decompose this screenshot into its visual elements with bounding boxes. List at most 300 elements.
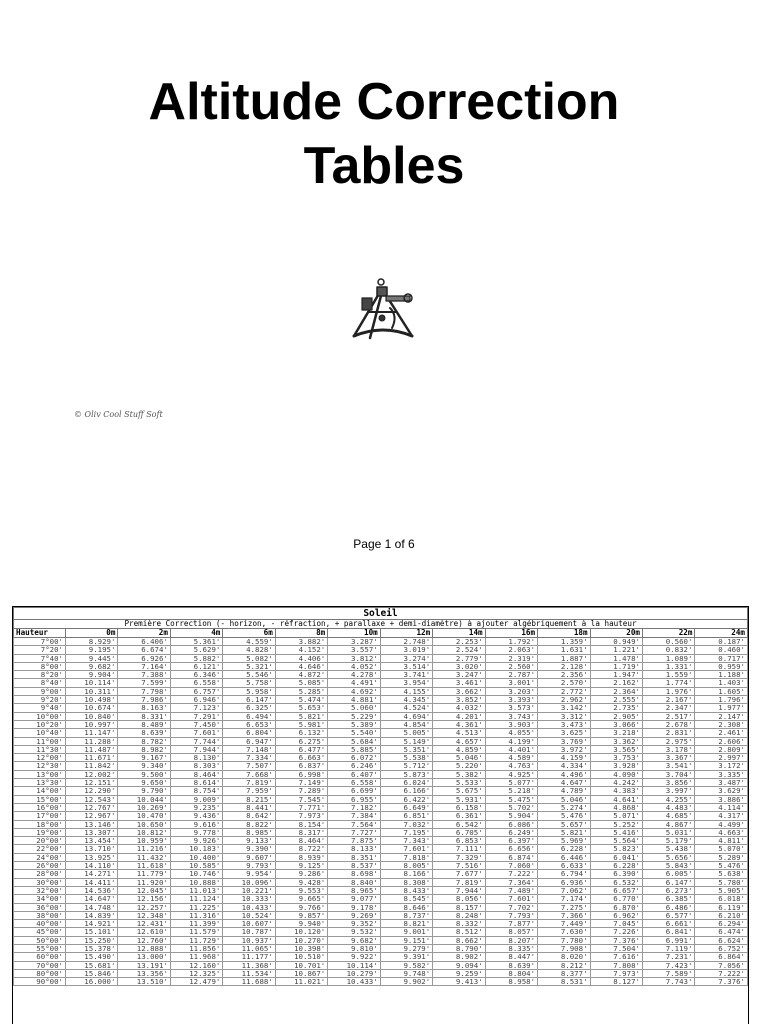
correction-cell: 7.875' bbox=[328, 837, 380, 845]
correction-cell: 10.937' bbox=[223, 936, 275, 944]
correction-cell: 10.044' bbox=[118, 795, 170, 803]
correction-cell: 9.391' bbox=[380, 953, 432, 961]
table-row bbox=[14, 687, 748, 695]
correction-cell: 11.316' bbox=[170, 911, 222, 919]
correction-cell: 10.674' bbox=[66, 704, 118, 712]
correction-cell: 5.416' bbox=[590, 828, 642, 836]
correction-cell: 14.748' bbox=[66, 903, 118, 911]
correction-cell: 6.770' bbox=[590, 895, 642, 903]
correction-cell: 5.149' bbox=[380, 737, 432, 745]
correction-cell: 6.663' bbox=[275, 754, 327, 762]
correction-cell: 5.321' bbox=[223, 662, 275, 670]
correction-cell: 4.559' bbox=[223, 638, 275, 646]
correction-cell: 7.062' bbox=[538, 886, 590, 894]
correction-cell: 11.729' bbox=[170, 936, 222, 944]
altitude-cell: 30°00' bbox=[14, 878, 66, 886]
altitude-cell: 12°30' bbox=[14, 762, 66, 770]
correction-cell: 9.151' bbox=[380, 936, 432, 944]
correction-cell: 3.743' bbox=[485, 712, 537, 720]
correction-cell: 4.524' bbox=[380, 704, 432, 712]
correction-cell: 2.779' bbox=[433, 654, 485, 662]
correction-cell: 7.944' bbox=[433, 886, 485, 894]
correction-cell: 6.119' bbox=[695, 903, 748, 911]
correction-cell: 7.366' bbox=[538, 911, 590, 919]
altitude-cell: 7°20' bbox=[14, 646, 66, 654]
altitude-cell: 12°00' bbox=[14, 754, 66, 762]
correction-cell: 5.958' bbox=[223, 687, 275, 695]
correction-cell: 5.657' bbox=[538, 820, 590, 828]
correction-cell: 10.470' bbox=[118, 812, 170, 820]
correction-cell: 4.201' bbox=[433, 712, 485, 720]
correction-cell: 7.668' bbox=[223, 770, 275, 778]
correction-cell: 2.128' bbox=[538, 662, 590, 670]
table-row bbox=[14, 646, 748, 654]
table-row bbox=[14, 953, 748, 961]
correction-cell: 5.684' bbox=[328, 737, 380, 745]
correction-cell: 6.947' bbox=[223, 737, 275, 745]
correction-cell: 3.928' bbox=[590, 762, 642, 770]
correction-cell: 4.694' bbox=[380, 712, 432, 720]
correction-cell: 12.156' bbox=[118, 895, 170, 903]
table-row bbox=[14, 803, 748, 811]
table-row bbox=[14, 779, 748, 787]
correction-cell: 5.082' bbox=[223, 654, 275, 662]
altitude-cell: 8°00' bbox=[14, 662, 66, 670]
altitude-correction-table bbox=[12, 606, 749, 1024]
correction-cell: 3.203' bbox=[485, 687, 537, 695]
correction-cell: 12.760' bbox=[118, 936, 170, 944]
correction-cell: 5.475' bbox=[485, 795, 537, 803]
correction-cell: 4.361' bbox=[433, 720, 485, 728]
correction-cell: 8.642' bbox=[223, 812, 275, 820]
correction-cell: 11.177' bbox=[223, 953, 275, 961]
correction-cell: 6.864' bbox=[695, 953, 748, 961]
correction-cell: 8.698' bbox=[328, 870, 380, 878]
correction-cell: 1.559' bbox=[642, 671, 694, 679]
correction-cell: 7.182' bbox=[328, 803, 380, 811]
correction-cell: 6.841' bbox=[642, 928, 694, 936]
correction-cell: 2.905' bbox=[590, 712, 642, 720]
correction-cell: 2.570' bbox=[538, 679, 590, 687]
correction-cell: 10.270' bbox=[275, 936, 327, 944]
correction-cell: 7.343' bbox=[380, 837, 432, 845]
correction-cell: 1.221' bbox=[590, 646, 642, 654]
correction-cell: 3.769' bbox=[538, 737, 590, 745]
correction-cell: 2.555' bbox=[590, 696, 642, 704]
correction-cell: 4.859' bbox=[433, 745, 485, 753]
correction-cell: 6.486' bbox=[642, 903, 694, 911]
sextant-icon bbox=[350, 278, 416, 340]
correction-cell: 1.403' bbox=[695, 679, 748, 687]
correction-cell: 6.477' bbox=[275, 745, 327, 753]
correction-cell: 6.804' bbox=[223, 729, 275, 737]
correction-cell: 9.665' bbox=[275, 895, 327, 903]
correction-cell: 8.317' bbox=[275, 828, 327, 836]
correction-cell: 8.639' bbox=[118, 729, 170, 737]
correction-cell: 8.614' bbox=[170, 779, 222, 787]
correction-cell: 7.973' bbox=[275, 812, 327, 820]
correction-cell: 9.607' bbox=[223, 853, 275, 861]
altitude-cell: 45°00' bbox=[14, 928, 66, 936]
correction-cell: 13.710' bbox=[66, 845, 118, 853]
correction-cell: 9.748' bbox=[380, 969, 432, 977]
correction-cell: 4.811' bbox=[695, 837, 748, 845]
altitude-cell: 9°00' bbox=[14, 687, 66, 695]
altitude-cell: 8°40' bbox=[14, 679, 66, 687]
correction-cell: 3.812' bbox=[328, 654, 380, 662]
correction-cell: 6.228' bbox=[590, 862, 642, 870]
correction-cell: 2.787' bbox=[485, 671, 537, 679]
correction-cell: 4.406' bbox=[275, 654, 327, 662]
correction-cell: 10.398' bbox=[275, 944, 327, 952]
correction-cell: 12.045' bbox=[118, 886, 170, 894]
correction-cell: 7.148' bbox=[223, 745, 275, 753]
table-row bbox=[14, 638, 748, 646]
correction-cell: 6.132' bbox=[275, 729, 327, 737]
correction-cell: 7.677' bbox=[433, 870, 485, 878]
correction-cell: 6.558' bbox=[328, 779, 380, 787]
correction-cell: 9.009' bbox=[170, 795, 222, 803]
column-header: 18m bbox=[538, 629, 590, 638]
correction-cell: 4.152' bbox=[275, 646, 327, 654]
correction-cell: 9.269' bbox=[328, 911, 380, 919]
correction-cell: 5.533' bbox=[433, 779, 485, 787]
correction-cell: 4.155' bbox=[380, 687, 432, 695]
correction-cell: 6.072' bbox=[328, 754, 380, 762]
correction-cell: 3.741' bbox=[380, 671, 432, 679]
altitude-cell: 80°00' bbox=[14, 969, 66, 977]
correction-cell: 9.532' bbox=[328, 928, 380, 936]
correction-cell: 5.218' bbox=[485, 787, 537, 795]
correction-cell: 11.368' bbox=[223, 961, 275, 969]
correction-cell: 10.867' bbox=[275, 969, 327, 977]
correction-cell: 3.972' bbox=[538, 745, 590, 753]
correction-cell: 10.959' bbox=[118, 837, 170, 845]
correction-cell: 4.854' bbox=[380, 720, 432, 728]
correction-cell: 5.905' bbox=[695, 886, 748, 894]
correction-cell: 7.222' bbox=[695, 969, 748, 977]
correction-cell: 13.925' bbox=[66, 853, 118, 861]
table-row bbox=[14, 837, 748, 845]
correction-cell: 3.178' bbox=[642, 745, 694, 753]
correction-cell: 6.853' bbox=[433, 837, 485, 845]
correction-cell: 2.063' bbox=[485, 646, 537, 654]
correction-cell: 12.325' bbox=[170, 969, 222, 977]
table-row bbox=[14, 870, 748, 878]
correction-cell: 2.831' bbox=[642, 729, 694, 737]
correction-cell: 7.045' bbox=[590, 920, 642, 928]
correction-cell: 3.218' bbox=[590, 729, 642, 737]
correction-cell: 10.221' bbox=[223, 886, 275, 894]
correction-cell: 7.334' bbox=[223, 754, 275, 762]
correction-cell: 8.248' bbox=[433, 911, 485, 919]
correction-cell: 6.752' bbox=[695, 944, 748, 952]
correction-cell: 1.887' bbox=[538, 654, 590, 662]
correction-cell: 9.340' bbox=[118, 762, 170, 770]
correction-cell: 5.821' bbox=[275, 712, 327, 720]
correction-cell: 8.157' bbox=[433, 903, 485, 911]
correction-cell: 8.332' bbox=[433, 920, 485, 928]
correction-cell: 5.005' bbox=[380, 729, 432, 737]
altitude-cell: 38°00' bbox=[14, 911, 66, 919]
correction-cell: 2.678' bbox=[642, 720, 694, 728]
correction-cell: 6.294' bbox=[695, 920, 748, 928]
correction-cell: 10.701' bbox=[275, 961, 327, 969]
correction-cell: 4.278' bbox=[328, 671, 380, 679]
correction-cell: 8.133' bbox=[328, 845, 380, 853]
correction-cell: 3.882' bbox=[275, 638, 327, 646]
altitude-cell: 28°00' bbox=[14, 870, 66, 878]
correction-cell: 8.722' bbox=[275, 845, 327, 853]
correction-cell: 6.705' bbox=[433, 828, 485, 836]
correction-cell: 4.401' bbox=[485, 745, 537, 753]
correction-cell: 2.997' bbox=[695, 754, 748, 762]
correction-cell: 8.207' bbox=[485, 936, 537, 944]
correction-cell: 14.110' bbox=[66, 862, 118, 870]
correction-cell: 9.352' bbox=[328, 920, 380, 928]
altitude-cell: 10°40' bbox=[14, 729, 66, 737]
correction-cell: 11.065' bbox=[223, 944, 275, 952]
correction-cell: 1.796' bbox=[695, 696, 748, 704]
correction-cell: 8.331' bbox=[118, 712, 170, 720]
altitude-cell: 26°00' bbox=[14, 862, 66, 870]
correction-cell: 8.639' bbox=[485, 961, 537, 969]
table-row bbox=[14, 754, 748, 762]
table-caption-row bbox=[14, 608, 748, 620]
correction-cell: 5.351' bbox=[380, 745, 432, 753]
correction-cell: 4.685' bbox=[642, 812, 694, 820]
altitude-cell: 9°40' bbox=[14, 704, 66, 712]
correction-cell: 12.888' bbox=[118, 944, 170, 952]
correction-cell: 11.856' bbox=[170, 944, 222, 952]
correction-cell: 5.060' bbox=[328, 704, 380, 712]
correction-cell: 11.779' bbox=[118, 870, 170, 878]
table-row bbox=[14, 704, 748, 712]
correction-cell: 9.926' bbox=[170, 837, 222, 845]
correction-cell: 7.222' bbox=[485, 870, 537, 878]
correction-cell: 6.158' bbox=[433, 803, 485, 811]
correction-cell: 3.753' bbox=[590, 754, 642, 762]
correction-cell: 13.510' bbox=[118, 978, 170, 986]
page-number: Page 1 of 6 bbox=[353, 537, 415, 551]
correction-cell: 10.333' bbox=[223, 895, 275, 903]
correction-cell: 3.362' bbox=[590, 737, 642, 745]
correction-cell: 3.019' bbox=[380, 646, 432, 654]
table-row bbox=[14, 845, 748, 853]
correction-cell: 6.147' bbox=[642, 878, 694, 886]
correction-cell: 5.476' bbox=[538, 812, 590, 820]
table-row bbox=[14, 886, 748, 894]
correction-cell: 6.147' bbox=[223, 696, 275, 704]
correction-cell: 7.289' bbox=[275, 787, 327, 795]
correction-cell: 8.782' bbox=[118, 737, 170, 745]
correction-cell: 13.191' bbox=[118, 961, 170, 969]
correction-cell: 8.166' bbox=[380, 870, 432, 878]
correction-cell: 3.541' bbox=[642, 762, 694, 770]
correction-cell: 4.763' bbox=[485, 762, 537, 770]
correction-cell: 2.735' bbox=[590, 704, 642, 712]
correction-cell: 3.629' bbox=[695, 787, 748, 795]
correction-cell: 9.553' bbox=[275, 886, 327, 894]
correction-cell: 4.383' bbox=[590, 787, 642, 795]
correction-cell: 13.146' bbox=[66, 820, 118, 828]
correction-cell: 3.001' bbox=[485, 679, 537, 687]
correction-cell: 6.946' bbox=[170, 696, 222, 704]
correction-cell: 4.345' bbox=[380, 696, 432, 704]
table-row bbox=[14, 795, 748, 803]
correction-cell: 11.688' bbox=[223, 978, 275, 986]
correction-cell: 4.334' bbox=[538, 762, 590, 770]
altitude-cell: 50°00' bbox=[14, 936, 66, 944]
correction-cell: 5.885' bbox=[328, 745, 380, 753]
correction-cell: 10.269' bbox=[118, 803, 170, 811]
table-row bbox=[14, 944, 748, 952]
altitude-cell: 70°00' bbox=[14, 961, 66, 969]
correction-cell: 4.317' bbox=[695, 812, 748, 820]
correction-cell: 12.290' bbox=[66, 787, 118, 795]
correction-cell: 8.982' bbox=[118, 745, 170, 753]
table-row bbox=[14, 729, 748, 737]
correction-cell: 7.056' bbox=[695, 961, 748, 969]
correction-cell: 1.188' bbox=[695, 671, 748, 679]
correction-cell: 10.812' bbox=[118, 828, 170, 836]
correction-cell: 7.275' bbox=[538, 903, 590, 911]
correction-cell: 7.986' bbox=[118, 696, 170, 704]
page-title-line-2: Tables bbox=[303, 137, 465, 195]
correction-cell: 7.111' bbox=[433, 845, 485, 853]
correction-cell: 4.867' bbox=[642, 820, 694, 828]
column-header: 20m bbox=[590, 629, 642, 638]
correction-cell: 4.090' bbox=[590, 770, 642, 778]
page-title bbox=[0, 70, 768, 198]
correction-cell: 8.754' bbox=[170, 787, 222, 795]
correction-cell: 9.857' bbox=[275, 911, 327, 919]
correction-cell: 6.633' bbox=[538, 862, 590, 870]
correction-cell: 7.601' bbox=[485, 895, 537, 903]
correction-cell: 7.959' bbox=[223, 787, 275, 795]
correction-cell: 10.840' bbox=[66, 712, 118, 720]
correction-cell: 2.517' bbox=[642, 712, 694, 720]
correction-cell: 8.512' bbox=[433, 928, 485, 936]
correction-cell: 5.389' bbox=[328, 720, 380, 728]
correction-cell: 6.446' bbox=[538, 853, 590, 861]
table-row bbox=[14, 662, 748, 670]
altitude-cell: 13°30' bbox=[14, 779, 66, 787]
correction-cell: 8.790' bbox=[433, 944, 485, 952]
correction-cell: 14.647' bbox=[66, 895, 118, 903]
column-header: 16m bbox=[485, 629, 537, 638]
correction-table bbox=[13, 607, 748, 986]
correction-cell: 7.329' bbox=[433, 853, 485, 861]
correction-cell: 14.271' bbox=[66, 870, 118, 878]
altitude-cell: 36°00' bbox=[14, 903, 66, 911]
correction-cell: 9.077' bbox=[328, 895, 380, 903]
correction-cell: 6.624' bbox=[695, 936, 748, 944]
correction-cell: 11.487' bbox=[66, 745, 118, 753]
table-row bbox=[14, 787, 748, 795]
correction-cell: 5.821' bbox=[538, 828, 590, 836]
correction-cell: 5.046' bbox=[538, 795, 590, 803]
correction-cell: 10.120' bbox=[275, 928, 327, 936]
correction-cell: 2.524' bbox=[433, 646, 485, 654]
correction-cell: 1.331' bbox=[642, 662, 694, 670]
correction-cell: 10.114' bbox=[66, 679, 118, 687]
correction-cell: 3.514' bbox=[380, 662, 432, 670]
correction-cell: 8.804' bbox=[485, 969, 537, 977]
correction-cell: 4.199' bbox=[485, 737, 537, 745]
correction-cell: 9.436' bbox=[170, 812, 222, 820]
correction-cell: 1.976' bbox=[642, 687, 694, 695]
correction-cell: 7.702' bbox=[485, 903, 537, 911]
correction-cell: 10.433' bbox=[328, 978, 380, 986]
correction-cell: 9.178' bbox=[328, 903, 380, 911]
correction-cell: 11.534' bbox=[223, 969, 275, 977]
correction-cell: 7.798' bbox=[118, 687, 170, 695]
correction-cell: 1.947' bbox=[590, 671, 642, 679]
correction-cell: 6.962' bbox=[590, 911, 642, 919]
correction-cell: 7.771' bbox=[275, 803, 327, 811]
correction-cell: 15.846' bbox=[66, 969, 118, 977]
correction-cell: 6.794' bbox=[538, 870, 590, 878]
correction-cell: 12.479' bbox=[170, 978, 222, 986]
correction-cell: 5.252' bbox=[590, 820, 642, 828]
correction-cell: 5.046' bbox=[433, 754, 485, 762]
correction-cell: 15.250' bbox=[66, 936, 118, 944]
correction-cell: 5.675' bbox=[433, 787, 485, 795]
correction-cell: 6.249' bbox=[485, 828, 537, 836]
correction-cell: 7.384' bbox=[328, 812, 380, 820]
correction-cell: 8.537' bbox=[328, 862, 380, 870]
table-subtitle-row bbox=[14, 620, 748, 629]
correction-cell: 9.390' bbox=[223, 845, 275, 853]
correction-cell: 5.823' bbox=[590, 845, 642, 853]
altitude-cell: 24°00' bbox=[14, 853, 66, 861]
altitude-cell: 11°30' bbox=[14, 745, 66, 753]
column-header: 0m bbox=[66, 629, 118, 638]
table-row bbox=[14, 911, 748, 919]
correction-cell: 5.474' bbox=[275, 696, 327, 704]
correction-cell: 2.147' bbox=[695, 712, 748, 720]
correction-cell: 1.089' bbox=[642, 654, 694, 662]
correction-cell: 4.663' bbox=[695, 828, 748, 836]
correction-cell: 6.656' bbox=[485, 845, 537, 853]
correction-cell: 5.904' bbox=[485, 812, 537, 820]
correction-cell: 3.020' bbox=[433, 662, 485, 670]
correction-cell: 4.789' bbox=[538, 787, 590, 795]
correction-cell: 5.285' bbox=[275, 687, 327, 695]
correction-cell: 9.650' bbox=[118, 779, 170, 787]
altitude-cell: 40°00' bbox=[14, 920, 66, 928]
correction-cell: 8.163' bbox=[118, 704, 170, 712]
correction-cell: 7.119' bbox=[642, 944, 694, 952]
correction-cell: 6.870' bbox=[590, 903, 642, 911]
correction-cell: 2.162' bbox=[590, 679, 642, 687]
correction-cell: 4.114' bbox=[695, 803, 748, 811]
correction-cell: 14.921' bbox=[66, 920, 118, 928]
correction-cell: 6.385' bbox=[642, 895, 694, 903]
correction-cell: 8.902' bbox=[433, 953, 485, 961]
altitude-cell: 8°20' bbox=[14, 671, 66, 679]
correction-cell: 8.154' bbox=[275, 820, 327, 828]
correction-cell: 2.560' bbox=[485, 662, 537, 670]
correction-cell: 8.464' bbox=[170, 770, 222, 778]
column-header: 22m bbox=[642, 629, 694, 638]
correction-cell: 3.704' bbox=[642, 770, 694, 778]
correction-cell: 4.589' bbox=[485, 754, 537, 762]
correction-cell: 4.828' bbox=[223, 646, 275, 654]
correction-cell: 6.494' bbox=[223, 712, 275, 720]
correction-cell: 7.793' bbox=[485, 911, 537, 919]
